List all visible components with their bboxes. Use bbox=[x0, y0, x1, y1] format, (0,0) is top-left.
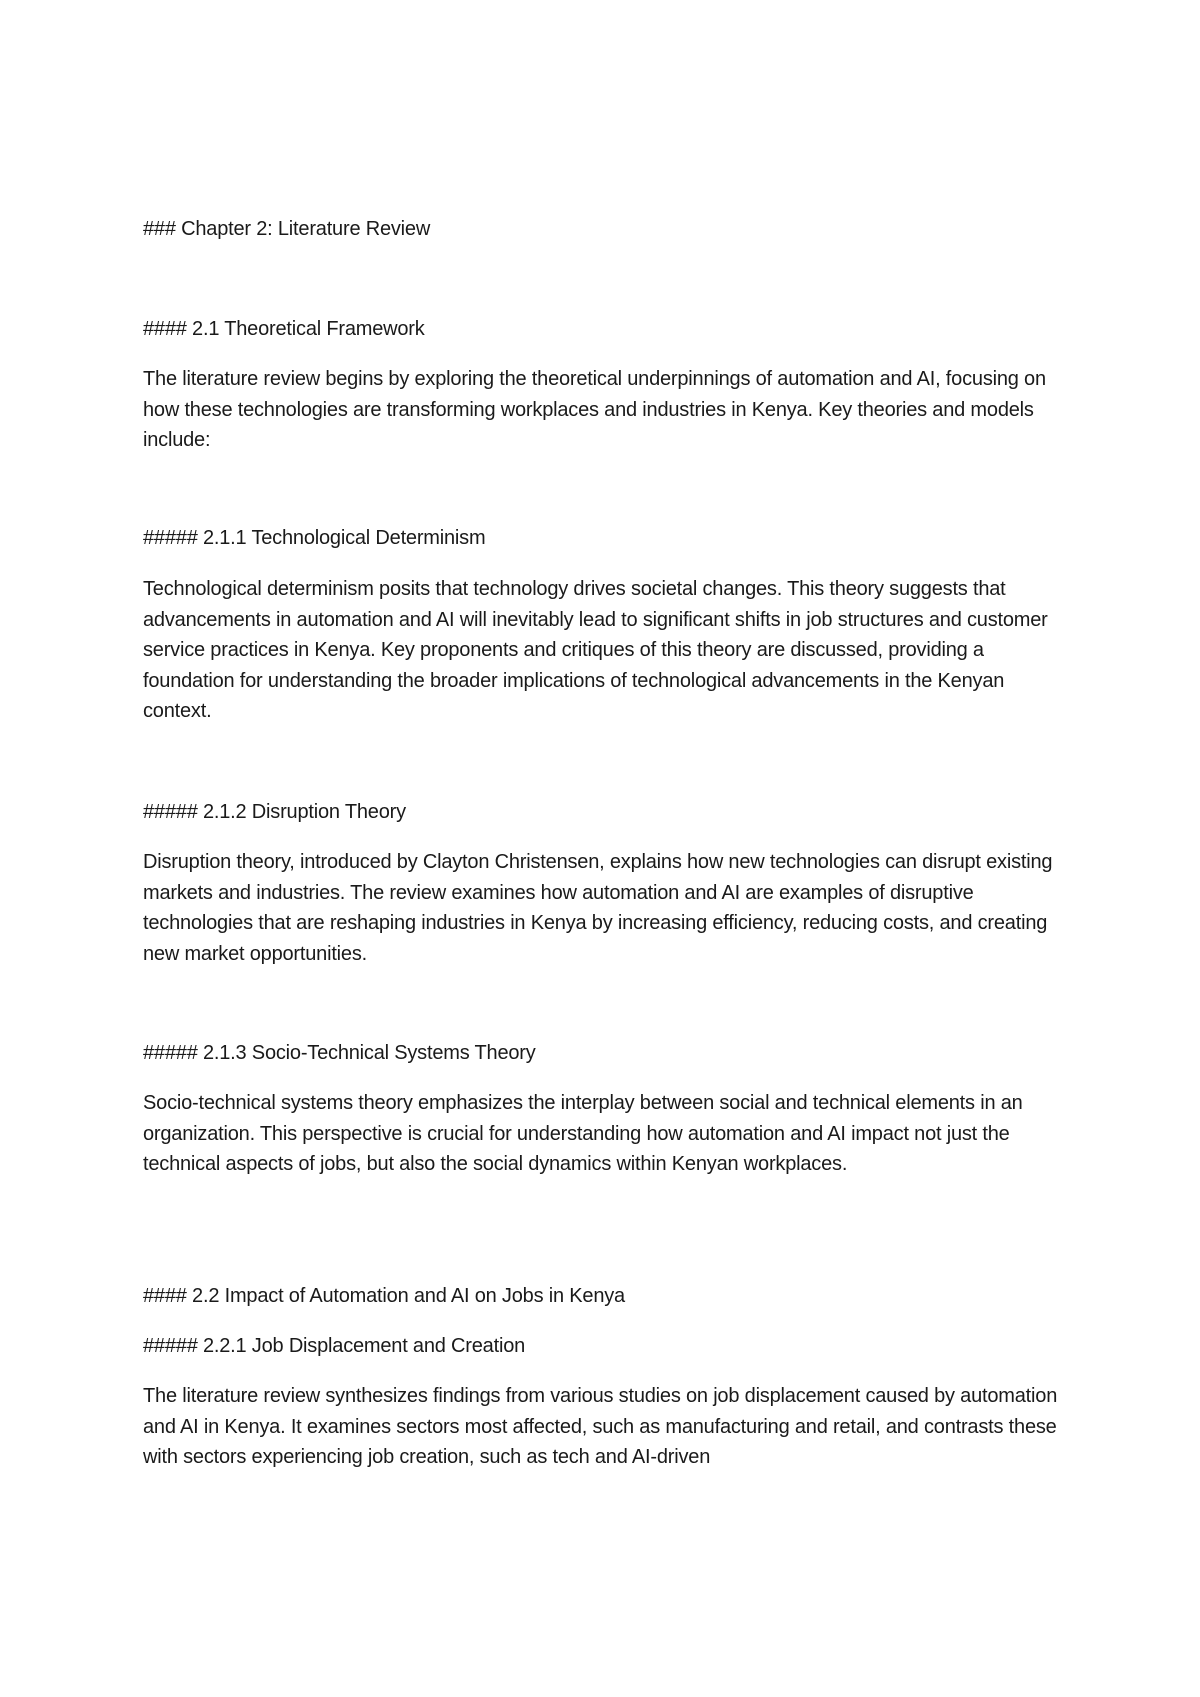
section-2-1-2-paragraph: Disruption theory, introduced by Clayton Christensen, explains how new technologies can disrupt existing markets and industries. The review examines how automation and AI are examples of disruptive technologies that are reshaping industries in Kenya by increasing efficiency, reducing costs, and creating new market opportunities. bbox=[143, 851, 1053, 965]
section-2-1-2-heading: ##### 2.1.2 Disruption Theory bbox=[143, 801, 406, 823]
section-2-1-1-heading: ##### 2.1.1 Technological Determinism bbox=[143, 527, 486, 549]
section-2-1-heading: #### 2.1 Theoretical Framework bbox=[143, 318, 425, 340]
section-2-1-paragraph: The literature review begins by exploring the theoretical underpinnings of automation and AI, focusing on how these technologies are transforming workplaces and industries in Kenya. Key theories and models include: bbox=[143, 368, 1046, 451]
section-2-1-1-paragraph: Technological determinism posits that technology drives societal changes. This theory suggests that advancements in automation and AI will inevitably lead to significant shifts in job structures and customer service practices in Kenya. Key proponents and critiques of this theory are discussed, providing a foundation for understanding the broader implications of technological advancements in the Kenyan context. bbox=[143, 578, 1048, 722]
section-2-1-3-paragraph: Socio-technical systems theory emphasizes the interplay between social and technical elements in an organization. This perspective is crucial for understanding how automation and AI impact not just the technical aspects of jobs, but also the social dynamics within Kenyan workplaces. bbox=[143, 1092, 1023, 1175]
chapter-heading: ### Chapter 2: Literature Review bbox=[143, 218, 431, 240]
section-2-2-1-paragraph: The literature review synthesizes findings from various studies on job displacement caused by automation and AI in Kenya. It examines sectors most affected, such as manufacturing and retail, and contrasts these with sectors experiencing job creation, such as tech and AI-driven bbox=[143, 1385, 1058, 1468]
section-2-2-1-heading: ##### 2.2.1 Job Displacement and Creation bbox=[143, 1335, 526, 1357]
section-2-1-3-heading: ##### 2.1.3 Socio-Technical Systems Theory bbox=[143, 1042, 536, 1064]
section-2-2-heading: #### 2.2 Impact of Automation and AI on Jobs in Kenya bbox=[143, 1285, 625, 1307]
